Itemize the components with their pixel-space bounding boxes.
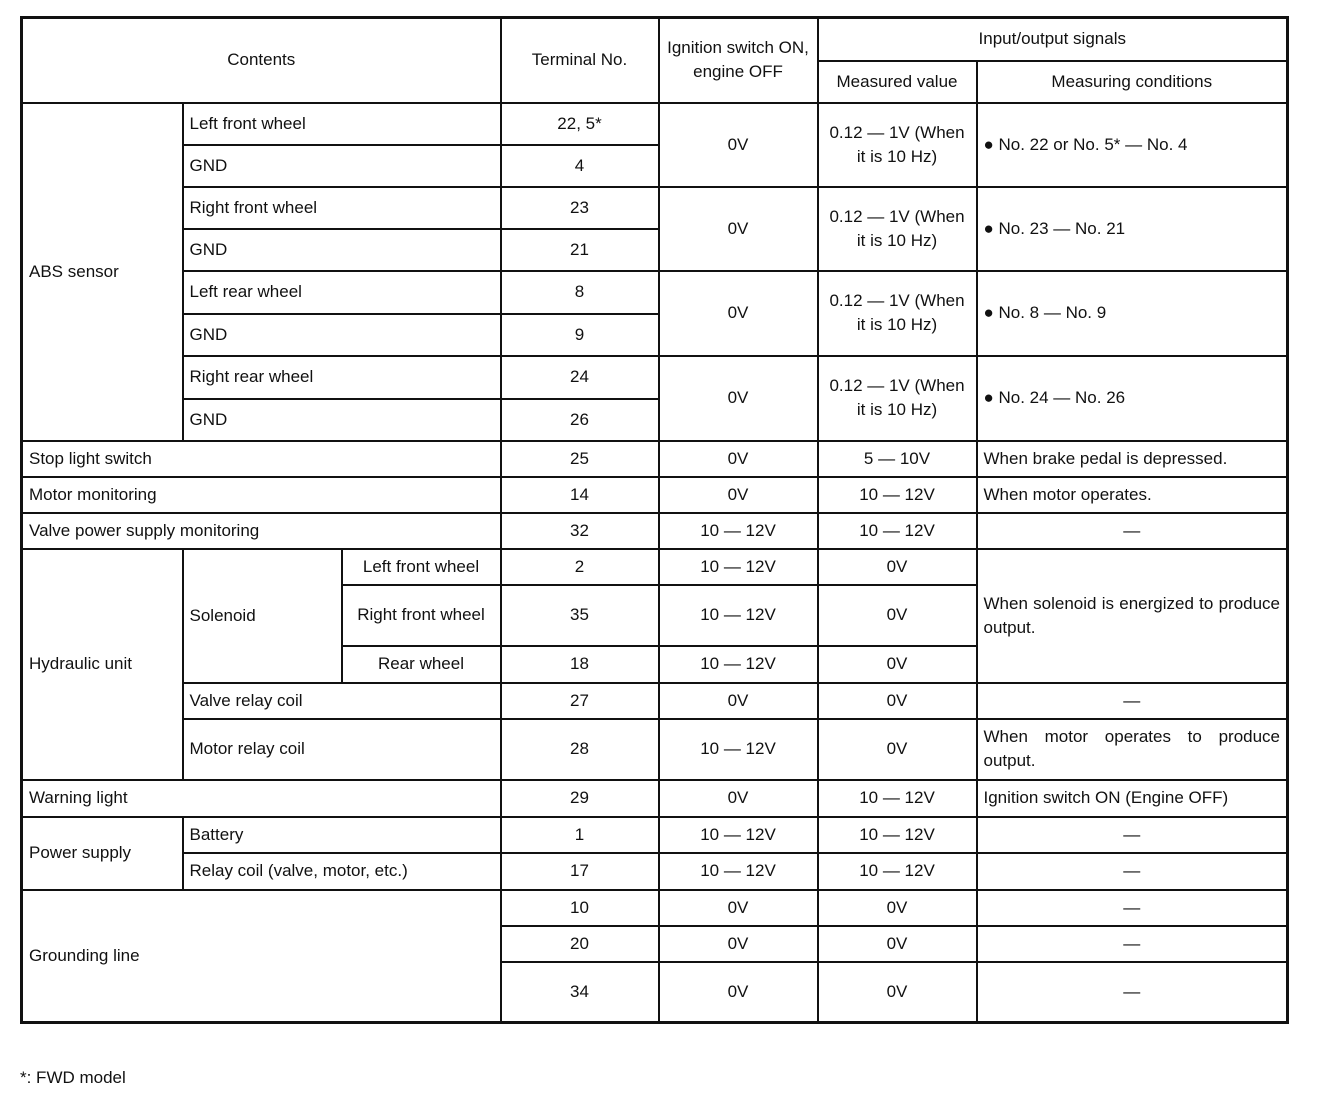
header-conditions: Measuring conditions: [977, 61, 1288, 103]
header-io-signals: Input/output signals: [818, 18, 1288, 61]
row-label: Right front wheel: [342, 585, 501, 646]
solenoid-label: Solenoid: [183, 549, 342, 683]
measured-cell: 0V: [818, 719, 977, 780]
row-label: Right rear wheel: [183, 356, 501, 399]
condition-cell: —: [977, 683, 1288, 719]
measured-cell: 10 — 12V: [818, 817, 977, 853]
condition-cell: —: [977, 817, 1288, 853]
ignition-cell: 0V: [659, 926, 818, 962]
ignition-cell: 10 — 12V: [659, 585, 818, 646]
terminal-cell: 18: [501, 646, 659, 683]
condition-cell: ● No. 24 — No. 26: [977, 356, 1288, 441]
measured-cell: 10 — 12V: [818, 780, 977, 817]
measured-cell: 10 — 12V: [818, 853, 977, 890]
ignition-cell: 10 — 12V: [659, 513, 818, 549]
ignition-cell: 0V: [659, 356, 818, 441]
terminal-cell: 4: [501, 145, 659, 187]
terminal-cell: 10: [501, 890, 659, 926]
condition-cell: When motor operates.: [977, 477, 1288, 513]
measured-cell: 0.12 — 1V (When it is 10 Hz): [818, 271, 977, 356]
ignition-cell: 10 — 12V: [659, 853, 818, 890]
row-label: Left front wheel: [183, 103, 501, 145]
measured-cell: 0V: [818, 962, 977, 1023]
ignition-cell: 10 — 12V: [659, 719, 818, 780]
row-label: GND: [183, 399, 501, 441]
measured-cell: 0V: [818, 585, 977, 646]
terminal-cell: 20: [501, 926, 659, 962]
table-row: [22, 513, 1288, 549]
terminal-cell: 8: [501, 271, 659, 314]
terminal-cell: 25: [501, 441, 659, 477]
table-row: [22, 103, 1288, 145]
terminal-cell: 23: [501, 187, 659, 229]
terminal-cell: 29: [501, 780, 659, 817]
condition-cell: When solenoid is energized to produce output.: [977, 549, 1288, 683]
header-contents: Contents: [22, 18, 501, 103]
condition-cell: —: [977, 926, 1288, 962]
ignition-cell: 0V: [659, 890, 818, 926]
row-label: Right front wheel: [183, 187, 501, 229]
power-supply-label: Power supply: [22, 817, 183, 890]
table-row: [22, 683, 1288, 719]
condition-cell: ● No. 23 — No. 21: [977, 187, 1288, 271]
ignition-cell: 0V: [659, 780, 818, 817]
row-label: Stop light switch: [22, 441, 501, 477]
row-label: GND: [183, 145, 501, 187]
measured-cell: 0.12 — 1V (When it is 10 Hz): [818, 103, 977, 187]
header-ignition: Ignition switch ON, engine OFF: [659, 18, 818, 103]
terminal-cell: 24: [501, 356, 659, 399]
terminal-cell: 1: [501, 817, 659, 853]
header-terminal: Terminal No.: [501, 18, 659, 103]
condition-cell: —: [977, 890, 1288, 926]
footnote: *: FWD model: [20, 1068, 126, 1087]
condition-cell: When motor operates to produce output.: [977, 719, 1288, 780]
table-row: [22, 477, 1288, 513]
row-label: Warning light: [22, 780, 501, 817]
ignition-cell: 10 — 12V: [659, 817, 818, 853]
table-row: [22, 719, 1288, 780]
row-label: Valve relay coil: [183, 683, 501, 719]
table-row: [22, 271, 1288, 314]
abs-terminal-spec-table: [20, 16, 1289, 1024]
condition-cell: When brake pedal is depressed.: [977, 441, 1288, 477]
ignition-cell: 10 — 12V: [659, 646, 818, 683]
ignition-cell: 0V: [659, 962, 818, 1023]
row-label: Valve power supply monitoring: [22, 513, 501, 549]
terminal-cell: 9: [501, 314, 659, 356]
measured-cell: 5 — 10V: [818, 441, 977, 477]
row-label: Motor relay coil: [183, 719, 501, 780]
ignition-cell: 0V: [659, 271, 818, 356]
condition-cell: —: [977, 962, 1288, 1023]
ignition-cell: 0V: [659, 187, 818, 271]
table-row: [22, 549, 1288, 585]
terminal-cell: 27: [501, 683, 659, 719]
terminal-cell: 28: [501, 719, 659, 780]
table-row: [22, 187, 1288, 229]
measured-cell: 0.12 — 1V (When it is 10 Hz): [818, 356, 977, 441]
measured-cell: 0V: [818, 890, 977, 926]
terminal-cell: 22, 5*: [501, 103, 659, 145]
row-label: Rear wheel: [342, 646, 501, 683]
grounding-line-label: Grounding line: [22, 890, 501, 1023]
row-label: Left front wheel: [342, 549, 501, 585]
row-label: Relay coil (valve, motor, etc.): [183, 853, 501, 890]
table-row: [22, 780, 1288, 817]
ignition-cell: 0V: [659, 477, 818, 513]
hydraulic-unit-label: Hydraulic unit: [22, 549, 183, 780]
measured-cell: 0V: [818, 926, 977, 962]
terminal-cell: 14: [501, 477, 659, 513]
condition-cell: ● No. 22 or No. 5* — No. 4: [977, 103, 1288, 187]
row-label: GND: [183, 229, 501, 271]
header-measured: Measured value: [818, 61, 977, 103]
terminal-cell: 21: [501, 229, 659, 271]
terminal-cell: 35: [501, 585, 659, 646]
terminal-cell: 2: [501, 549, 659, 585]
abs-sensor-label: ABS sensor: [22, 103, 183, 441]
row-label: Battery: [183, 817, 501, 853]
table-row: [22, 356, 1288, 399]
ignition-cell: 10 — 12V: [659, 549, 818, 585]
measured-cell: 10 — 12V: [818, 477, 977, 513]
terminal-cell: 34: [501, 962, 659, 1023]
ignition-cell: 0V: [659, 441, 818, 477]
table-row: [22, 817, 1288, 853]
condition-cell: ● No. 8 — No. 9: [977, 271, 1288, 356]
measured-cell: 0V: [818, 683, 977, 719]
terminal-cell: 32: [501, 513, 659, 549]
row-label: Left rear wheel: [183, 271, 501, 314]
measured-cell: 0.12 — 1V (When it is 10 Hz): [818, 187, 977, 271]
table-row: [22, 441, 1288, 477]
row-label: GND: [183, 314, 501, 356]
row-label: Motor monitoring: [22, 477, 501, 513]
condition-cell: Ignition switch ON (Engine OFF): [977, 780, 1288, 817]
measured-cell: 10 — 12V: [818, 513, 977, 549]
table-row: [22, 853, 1288, 890]
condition-cell: —: [977, 853, 1288, 890]
ignition-cell: 0V: [659, 103, 818, 187]
ignition-cell: 0V: [659, 683, 818, 719]
condition-cell: —: [977, 513, 1288, 549]
table-row: [22, 890, 1288, 926]
measured-cell: 0V: [818, 549, 977, 585]
terminal-cell: 26: [501, 399, 659, 441]
measured-cell: 0V: [818, 646, 977, 683]
terminal-cell: 17: [501, 853, 659, 890]
